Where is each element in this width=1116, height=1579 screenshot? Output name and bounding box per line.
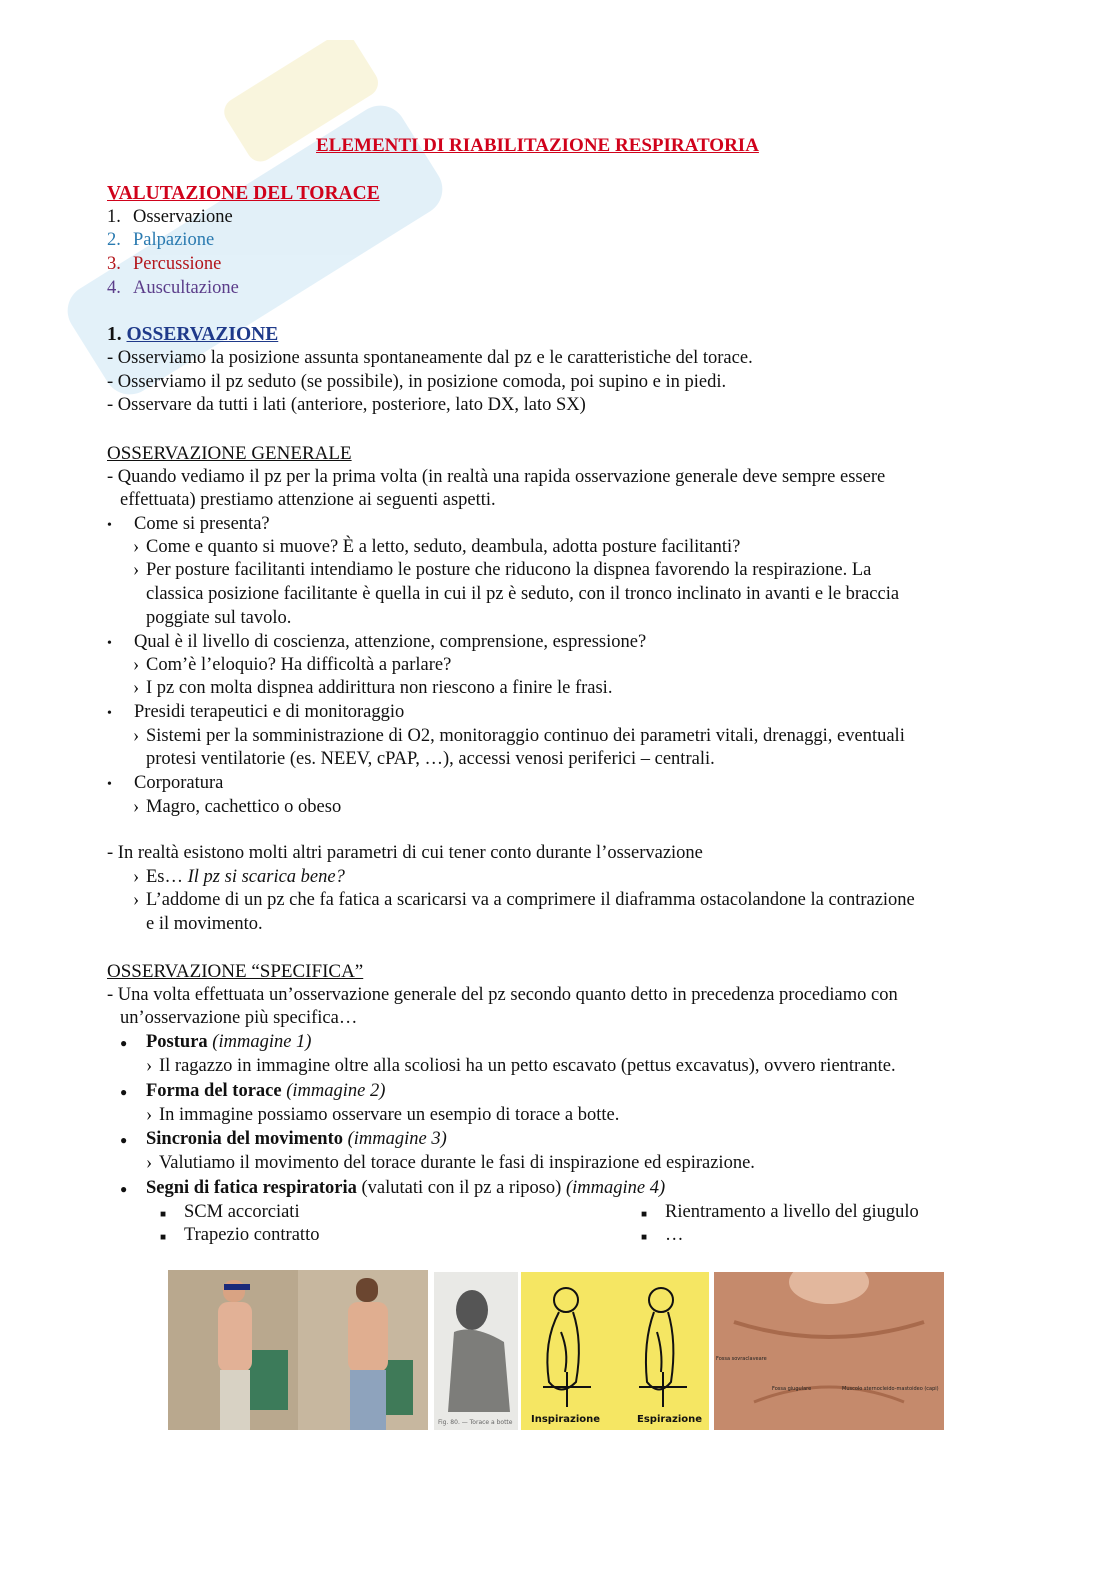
list-item: ● Segni di fatica respiratoria (valutati con il pz a riposo) (immagine 4) [120,1178,666,1198]
paragraph-line: protesi ventilatorie (es. NEEV, cPAP, …), accessi venosi periferici – centrali. [146,749,715,769]
subheading-specifica: OSSERVAZIONE “SPECIFICA” [107,961,364,982]
svg-text:Fossa sovraclaveare: Fossa sovraclaveare [716,1356,767,1362]
list-item: › L’addome di un pz che fa fatica a scaricarsi va a comprimere il diaframma ostacolandone la contrazione [133,890,915,910]
list-item: 3. Percussione [107,254,222,274]
section-heading-valutazione: VALUTAZIONE DEL TORACE [107,183,380,204]
list-item: › In immagine possiamo osservare un esempio di torace a botte. [146,1105,620,1125]
list-item: ■ … [641,1225,684,1245]
svg-text:Fig. 80. — Torace a botte: Fig. 80. — Torace a botte [438,1419,513,1426]
list-item: ■ Rientramento a livello del giugulo [641,1202,919,1222]
list-item: › Com’è l’eloquio? Ha difficoltà a parlare? [133,655,452,675]
paragraph-line: - Osservare da tutti i lati (anteriore, posteriore, lato DX, lato SX) [107,395,586,415]
neck-muscles-photo [714,1272,944,1430]
paragraph-line: un’osservazione più specifica… [120,1008,358,1028]
section-heading-osservazione: 1. OSSERVAZIONE [107,324,279,345]
list-item: ● Postura (immagine 1) [120,1032,312,1052]
barrel-chest-photo [434,1272,518,1430]
list-item: ● Sincronia del movimento (immagine 3) [120,1129,447,1149]
posture-photo [168,1270,428,1430]
list-item: ■ Trapezio contratto [160,1225,320,1245]
list-item: • Come si presenta? [107,514,270,534]
paragraph-line: poggiate sul tavolo. [146,608,292,628]
paragraph-line: classica posizione facilitante è quella in cui il pz è seduto, con il tronco inclinato in avanti e le braccia [146,584,900,604]
list-item: › Es… Il pz si scarica bene? [133,867,345,887]
paragraph-line: - Osserviamo la posizione assunta spontaneamente dal pz e le caratteristiche del torace. [107,348,753,368]
paragraph-line: - Quando vediamo il pz per la prima volta (in realtà una rapida osservazione generale deve sempre essere [107,467,886,487]
list-item: ● Forma del torace (immagine 2) [120,1081,386,1101]
list-item: • Qual è il livello di coscienza, attenzione, comprensione, espressione? [107,632,647,652]
paragraph-line: - In realtà esistono molti altri parametri di cui tener conto durante l’osservazione [107,843,703,863]
list-item: › Il ragazzo in immagine oltre alla scoliosi ha un petto escavato (pettus excavatus), ovvero rientrante. [146,1056,896,1076]
list-item: › Magro, cachettico o obeso [133,797,342,817]
svg-text:Fossa giugulare: Fossa giugulare [772,1386,812,1392]
paragraph-line: effettuata) prestiamo attenzione ai seguenti aspetti. [120,490,496,510]
list-item: › Come e quanto si muove? È a letto, seduto, deambula, adotta posture facilitanti? [133,537,741,557]
svg-text:Muscolo sternocleido-mastoideo: Muscolo sternocleido-mastoideo (capi) [842,1386,939,1392]
list-item: › I pz con molta dispnea addirittura non riescono a finire le frasi. [133,678,613,698]
list-item: • Corporatura [107,773,224,793]
list-item: • Presidi terapeutici e di monitoraggio [107,702,405,722]
paragraph-line: e il movimento. [146,914,263,934]
subheading-generale: OSSERVAZIONE GENERALE [107,443,352,464]
caption-espirazione: Espirazione [637,1414,703,1425]
caption-inspirazione: Inspirazione [531,1414,601,1425]
list-item: 2. Palpazione [107,230,215,250]
list-item: › Sistemi per la somministrazione di O2, monitoraggio continuo dei parametri vitali, drenaggi, eventuali [133,726,905,746]
paragraph-line: - Osserviamo il pz seduto (se possibile), in posizione comoda, poi supino e in piedi. [107,372,727,392]
list-item: › Valutiamo il movimento del torace durante le fasi di inspirazione ed espirazione. [146,1153,755,1173]
breathing-diagram [521,1272,709,1430]
document-title: ELEMENTI DI RIABILITAZIONE RESPIRATORIA [316,135,759,156]
list-item: 4. Auscultazione [107,278,239,298]
paragraph-line: - Una volta effettuata un’osservazione generale del pz secondo quanto detto in precedenza procediamo con [107,985,898,1005]
list-item: ■ SCM accorciati [160,1202,300,1222]
list-item: 1. Osservazione [107,207,233,227]
list-item: › Per posture facilitanti intendiamo le posture che riducono la dispnea favorendo la respirazione. La [133,560,872,580]
